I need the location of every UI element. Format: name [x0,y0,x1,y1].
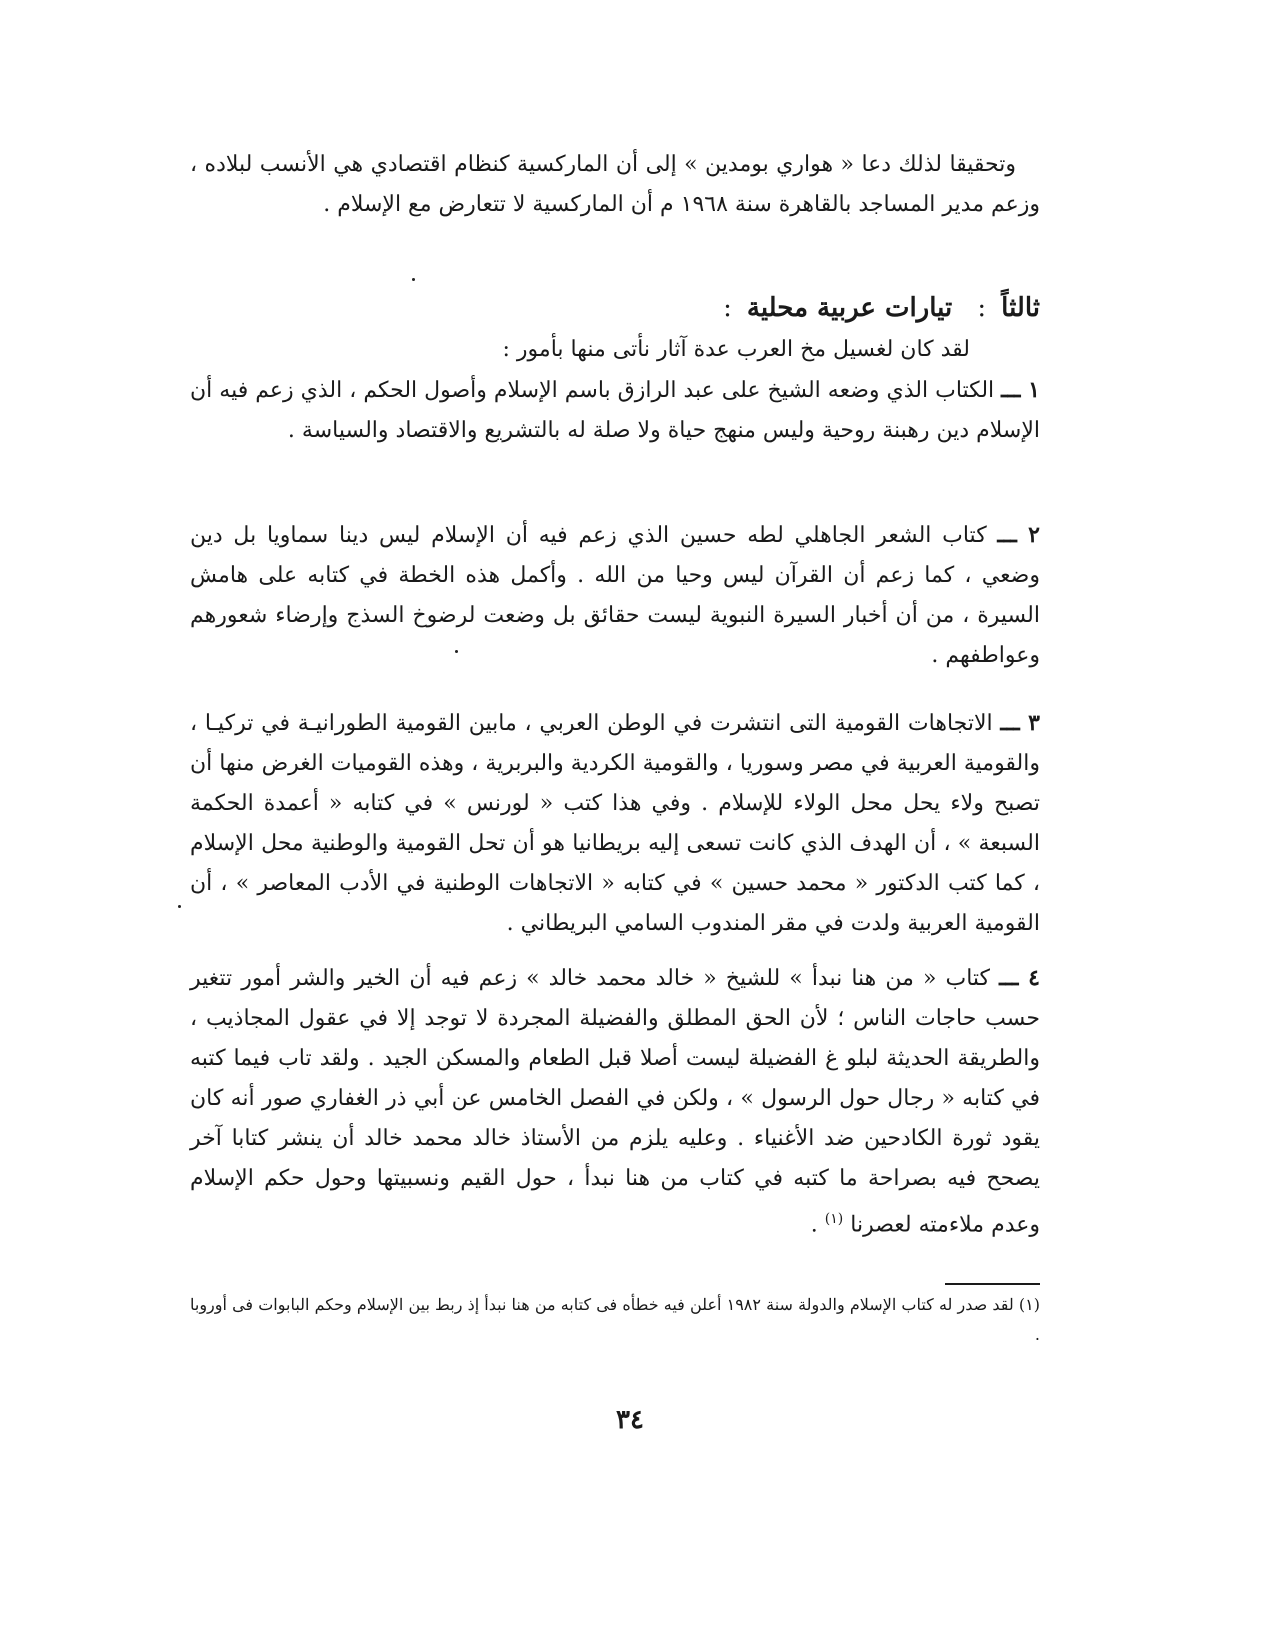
intro-paragraph [190,145,1040,225]
section-heading-separator: : [977,293,987,323]
list-item-number: ١ ـــ [1001,377,1040,403]
list-item-number: ٢ ـــ [997,522,1040,548]
footnote: (١) لقد صدر له كتاب الإسلام والدولة سنة ١٩٨٢ أعلن فيه خطأه فى كتابه من هنا نبدأ إذ ربط بين الإسلام وحكم البابوات فى أوروبا . [190,1295,1040,1344]
list-item-number: ٣ ـــ [1000,710,1040,736]
scan-speck [412,278,415,281]
list-item [190,703,1040,944]
list-item-end: . [810,1212,825,1238]
footnote-divider [945,1283,1040,1285]
list-item-text: كتاب الشعر الجاهلي لطه حسين الذي زعم فيه أن الإسلام ليس دينا سماويا بل دين وضعي ، كما زعم أن القرآن ليس وحيا من الله . وأكمل هذه الخطة في كتابه على هامش السيرة ، من أن أخبار السيرة النبوية ليست حقائق بل وضعت لرضوخ السذج وإرضاء شعورهم وعواطفهم . [190,523,1040,668]
section-heading-end: : [723,293,732,323]
section-heading [190,288,1040,328]
list-item-text: الكتاب الذي وضعه الشيخ على عبد الرازق باسم الإسلام وأصول الحكم ، الذي زعم فيه أن الإسلام دين رهبنة روحية وليس منهج حياة ولا صلة له بالتشريع والاقتصاد والسياسة . [190,378,1040,443]
page-number: ٣٤ [616,1405,644,1435]
footnote-reference: (١) [824,1211,844,1227]
scan-speck [178,905,181,908]
list-item-number: ٤ ـــ [999,965,1040,991]
list-item [190,515,1040,676]
list-item-text: كتاب « من هنا نبدأ » للشيخ « خالد محمد خالد » زعم فيه أن الخير والشر أمور تتغير حسب حاجات الناس ؛ لأن الحق المطلق والفضيلة المجردة لا توجد إلا في عقول المجاذيب ، والطريقة الحديثة لبلو غ الفضيلة ليست أصلا قبل الطعام والمسكن الجيد . ولقد تاب فيما كتبه في كتابه « رجال حول الرسول » ، ولكن في الفصل الخامس عن أبي ذر الغفاري صور أنه كان يقود ثورة الكادحين ضد الأغنياء . وعليه يلزم من الأستاذ خالد محمد خالد أن ينشر كتابا آخر يصحح فيه بصراحة ما كتبه في كتاب من هنا نبدأ ، حول القيم ونسبيتها وحول حكم الإسلام وعدم ملاءمته لعصرنا [190,966,1040,1238]
section-heading-title: تيارات عربية محلية [746,293,953,323]
section-heading-main: ثالثاً [1001,293,1040,323]
list-item-text: الاتجاهات القومية التى انتشرت في الوطن العربي ، مابين القومية الطورانيـة في تركيـا ، والقومية العربية في مصر وسوريا ، والقومية الكردية والبربرية ، وهذه القوميات الغرض منها أن تصبح ولاء يحل محل الولاء للإسلام . وفي هذا كتب « لورنس » في كتابه « أعمدة الحكمة السبعة » ، أن الهدف الذي كانت تسعى إليه بريطانيا هو أن تحل القومية والوطنية محل الإسلام ، كما كتب الدكتور « محمد حسين » في كتابه « الاتجاهات الوطنية في الأدب المعاصر » ، أن القومية العربية ولدت في مقر المندوب السامي البريطاني . [190,711,1040,936]
section-lead: لقد كان لغسيل مخ العرب عدة آثار نأتى منها بأمور : [502,337,970,362]
scan-speck [455,650,458,653]
list-item [190,370,1040,451]
list-item [190,958,1040,1245]
intro-text: وتحقيقا لذلك دعا « هواري بومدين » إلى أن الماركسية كنظام اقتصادي هي الأنسب لبلاده ، وزعم مدير المساجد بالقاهرة سنة ١٩٦٨ م أن الماركسية لا تتعارض مع الإسلام . [190,152,1040,217]
